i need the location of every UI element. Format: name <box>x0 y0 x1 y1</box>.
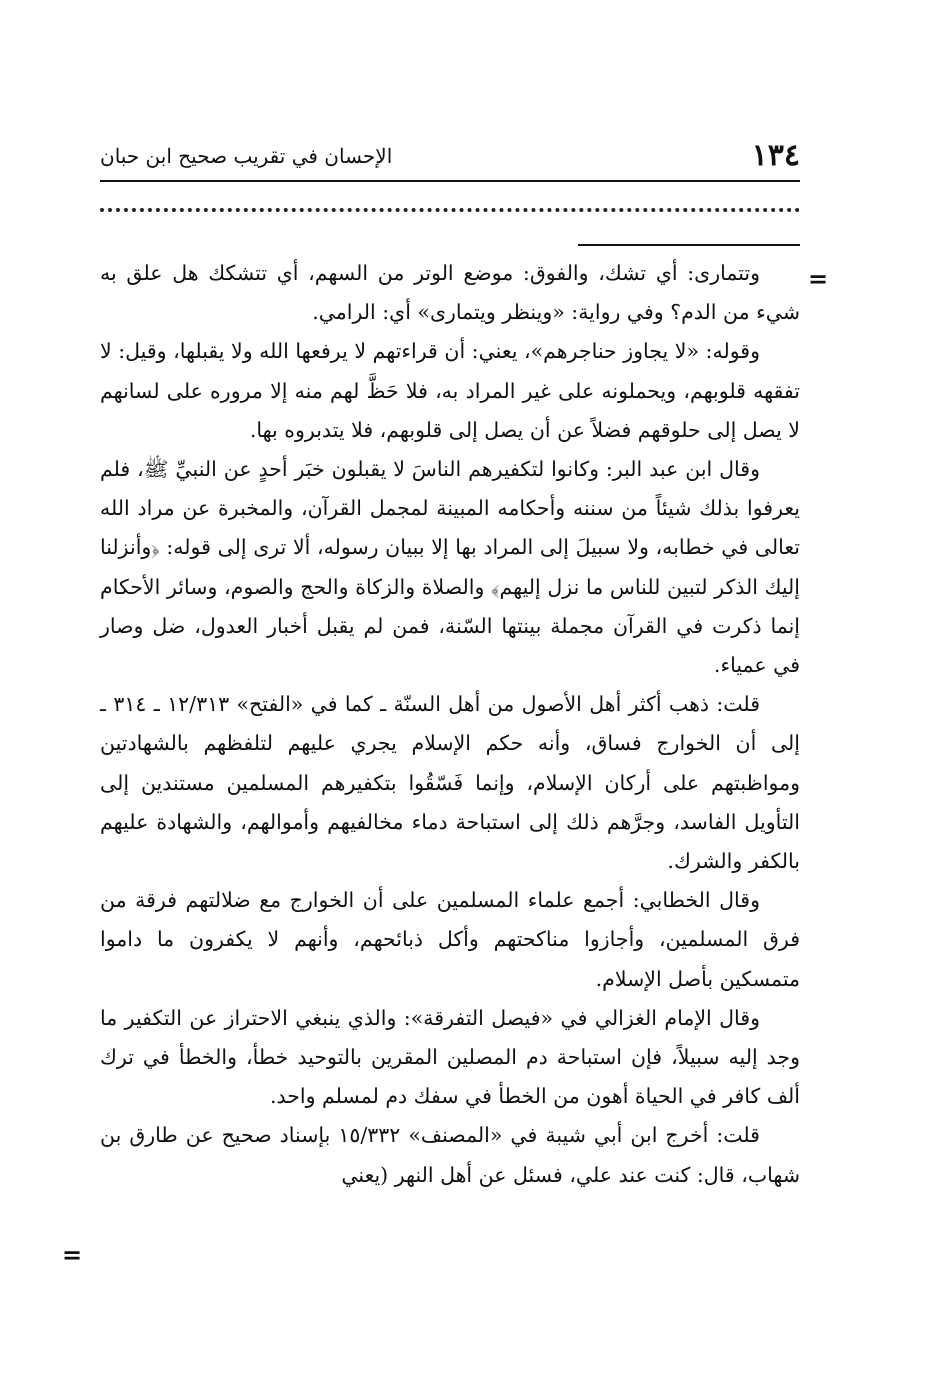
paragraph: وقال الإمام الغزالي في «فيصل التفرقة»: والذي ينبغي الاحتراز عن التكفير ما وجد إليه سبيلاً، فإن استباحة دم المصلين المقرين بالتوحيد خطأ، والخطأ في ترك ألف كافر في الحياة أهون من الخطأ في سفك دم لمسلم واحد. <box>100 1005 800 1109</box>
footnote-rule <box>578 244 800 246</box>
paragraph: وتتمارى: أي تشك، والفوق: موضع الوتر من السهم، أي تتشكك هل علق به شيء من الدم؟ وفي رواية: «وينظر ويتمارى» أي: الرامي. <box>100 261 800 325</box>
running-title: الإحسان في تقريب صحيح ابن حبان <box>100 144 393 168</box>
footnote-body <box>100 254 800 1195</box>
dotted-separator <box>100 208 800 212</box>
paragraph: وقال الخطابي: أجمع علماء المسلمين على أن الخوارج مع ضلالتهم فرقة من فرق المسلمين، وأجازوا مناكحتهم وأكل ذبائحهم، وأنهم لا يكفرون ما داموا متمسكين بأصل الإسلام. <box>100 888 800 991</box>
continuation-mark-top: = <box>808 264 829 293</box>
paragraph: وقال ابن عبد البر: وكانوا لتكفيرهم الناسَ لا يقبلون خبَر أحدٍ عن النبيِّ ﷺ، فلم يعرفوا بذلك شيئاً من سننه وأحكامه المبينة لمجمل القرآن، والمخبرة عن مراد الله تعالى في خطابه، ولا سبيلَ إلى المراد بها إلا ببيان رسوله، ألا ترى إلى قوله: ﴿وأنزلنا إليك الذكر لتبين للناس ما نزل إليهم﴾ والصلاة والزكاة والحج والصوم، وسائر الأحكام إنما ذكرت في القرآن مجملة بينتها السّنة، فمن لم يقبل أخبار العدول، ضل وصار في عمياء. <box>100 457 801 678</box>
header-rule <box>100 180 800 182</box>
page-header <box>100 138 800 178</box>
paragraph: وقوله: «لا يجاوز حناجرهم»، يعني: أن قراءتهم لا يرفعها الله ولا يقبلها، وقيل: لا تفقهه قلوبهم، ويحملونه على غير المراد به، فلا حَظَّ لهم منه إلا مروره على لسانهم لا يصل إلى حلوقهم فضلاً عن أن يصل إلى قلوبهم، فلا يتدبروه بها. <box>100 339 800 442</box>
paragraph: قلت: ذهب أكثر أهل الأصول من أهل السنّة ـ كما في «الفتح» ١٢/٣١٣ ـ ٣١٤ ـ إلى أن الخوارج فساق، وأنه حكم الإسلام يجري عليهم لتلفظهم بالشهادتين ومواظبتهم على أركان الإسلام، وإنما فَسّقُوا بتكفيرهم المسلمين مستندين إلى التأويل الفاسد، وجرَّهم ذلك إلى استباحة دماء مخالفيهم وأموالهم، والشهادة عليهم بالكفر والشرك. <box>100 692 800 874</box>
page-number: ١٣٤ <box>751 138 800 173</box>
continuation-mark-bottom: = <box>62 1240 83 1269</box>
paragraph: قلت: أخرج ابن أبي شيبة في «المصنف» ١٥/٣٣٢ بإسناد صحيح عن طارق بن شهاب، قال: كنت عند علي، فسئل عن أهل النهر (يعني <box>100 1123 800 1187</box>
